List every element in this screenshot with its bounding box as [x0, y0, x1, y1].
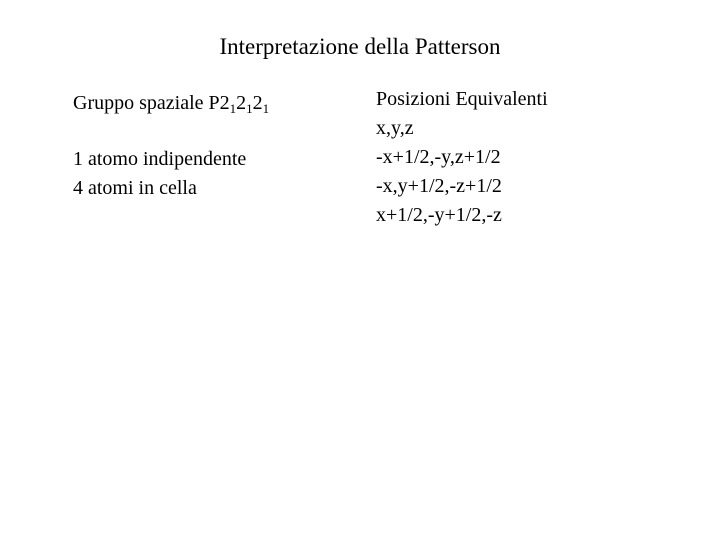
equivalent-position-item: x,y,z [376, 117, 414, 139]
slide-title: Interpretazione della Patterson [219, 34, 501, 59]
space-group-subscript-3: 1 [262, 101, 270, 116]
independent-atoms-text: 1 atomo indipendente [73, 148, 247, 170]
space-group-prefix: Gruppo spaziale P2 [73, 92, 230, 114]
space-group-part-3: 2 [252, 92, 263, 114]
space-group-info [73, 88, 269, 203]
equivalent-positions-heading: Posizioni Equivalenti [376, 88, 548, 110]
equivalent-positions [376, 85, 548, 230]
cell-atoms-text: 4 atomi in cella [73, 177, 197, 199]
atom-count-list [73, 145, 269, 203]
space-group-subscript-1: 1 [229, 101, 237, 116]
space-group-label [73, 88, 269, 118]
equivalent-position-item: -x,y+1/2,-z+1/2 [376, 175, 502, 197]
space-group-subscript-2: 1 [246, 101, 253, 116]
space-group-part-2: 2 [236, 92, 247, 114]
equivalent-position-item: x+1/2,-y+1/2,-z [376, 204, 502, 226]
equivalent-position-item: -x+1/2,-y,z+1/2 [376, 146, 501, 168]
